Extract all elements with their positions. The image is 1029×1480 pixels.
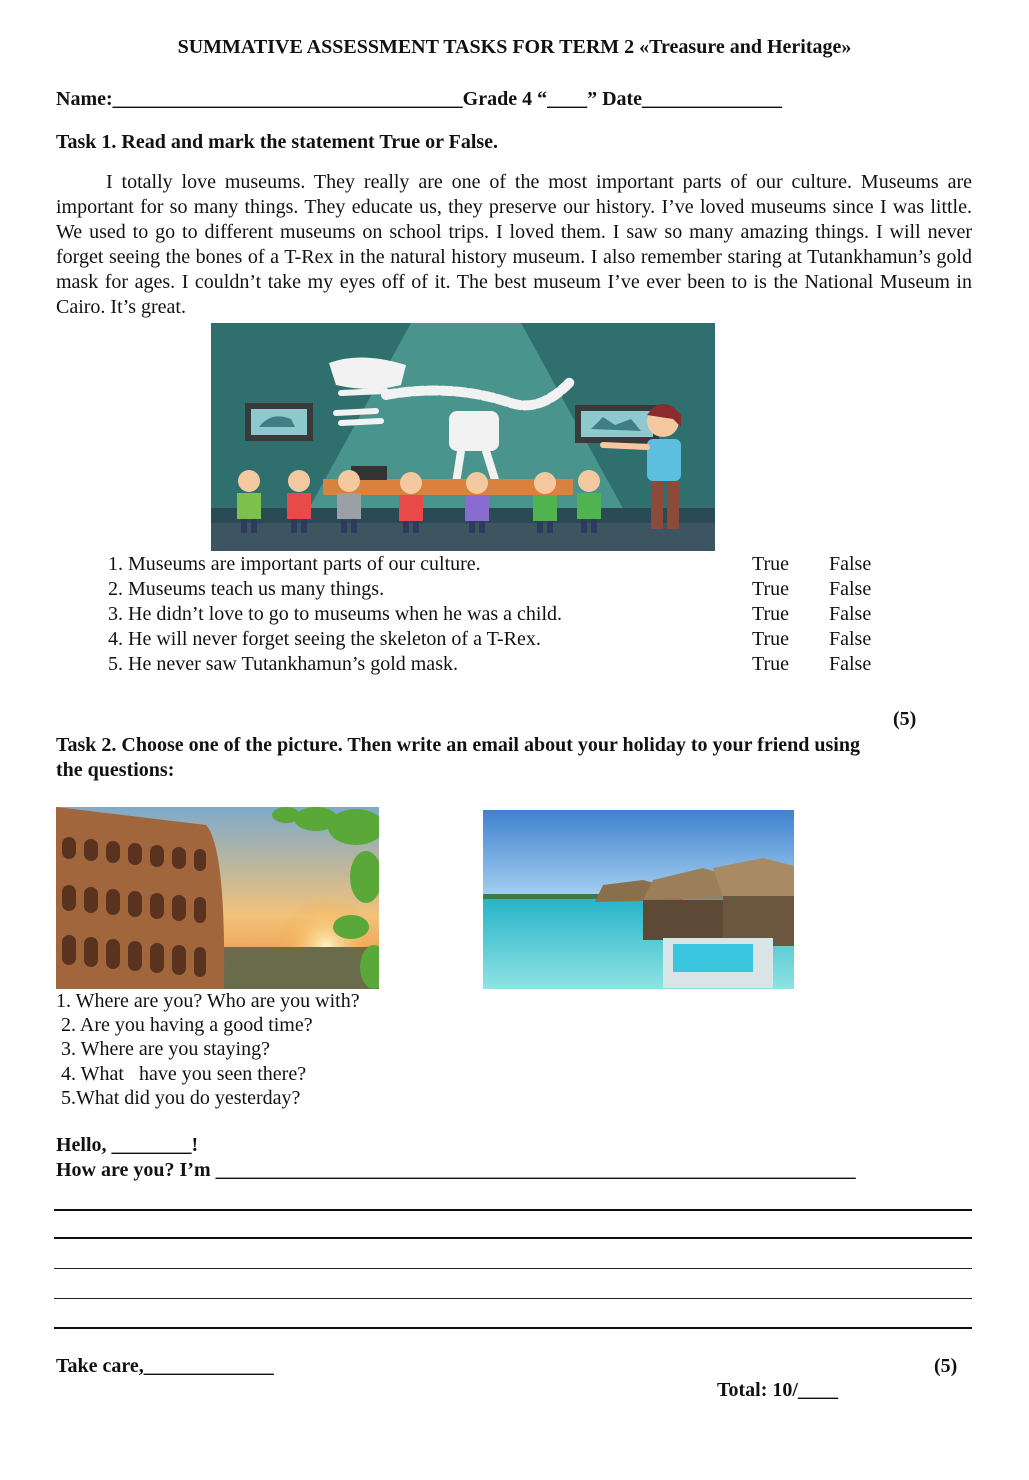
statement-5-false[interactable]: False — [829, 653, 872, 675]
beach-bungalows-picture[interactable] — [483, 810, 794, 989]
reading-passage: I totally love museums. They really are one of the most important parts of our culture. Museums are important for so many things. They educate us, they preserve our history. I’ve loved museums since I was little. We used to go to different museums on school trips. I loved them. I saw so many amazing things. I will never forget seeing the bones of a T-Rex in the natural history museum. I also remember staring at Tutankhamun’s gold mask for ages. I couldn’t take my eyes off of it. The best museum I’ve ever been to is the National Museum in Cairo. It’s great. — [56, 171, 972, 318]
statement-1: 1. Museums are important parts of our culture. — [108, 553, 481, 575]
statement-4-true[interactable]: True — [752, 628, 790, 650]
museum-illustration — [211, 323, 715, 551]
writing-line-4[interactable] — [54, 1298, 972, 1299]
writing-line-3[interactable] — [54, 1268, 972, 1269]
statement-3-false[interactable]: False — [829, 603, 872, 625]
statement-5: 5. He never saw Tutankhamun’s gold mask. — [108, 653, 458, 675]
statement-4-false[interactable]: False — [829, 628, 872, 650]
question-2: 2. Are you having a good time? — [61, 1014, 313, 1036]
task1-score: (5) — [893, 708, 917, 730]
statement-2-true[interactable]: True — [752, 578, 790, 600]
task2-score: (5) — [934, 1355, 958, 1377]
question-1: 1. Where are you? Who are you with? — [56, 990, 360, 1012]
statement-4: 4. He will never forget seeing the skeleton of a T-Rex. — [108, 628, 541, 650]
task2-heading-line2: the questions: — [56, 759, 175, 781]
statement-3: 3. He didn’t love to go to museums when he was a child. — [108, 603, 563, 625]
statement-1-false[interactable]: False — [829, 553, 872, 575]
email-closing[interactable]: Take care,_____________ — [56, 1355, 274, 1377]
statement-2: 2. Museums teach us many things. — [108, 578, 385, 600]
question-3: 3. Where are you staying? — [61, 1038, 270, 1060]
question-5: 5.What did you do yesterday? — [61, 1087, 301, 1109]
statement-3-true[interactable]: True — [752, 603, 790, 625]
statement-2-false[interactable]: False — [829, 578, 872, 600]
writing-line-5[interactable] — [54, 1327, 972, 1329]
email-greeting[interactable]: Hello, ________! — [56, 1134, 199, 1156]
total-score: Total: 10/____ — [717, 1379, 838, 1401]
page-title: SUMMATIVE ASSESSMENT TASKS FOR TERM 2 «Treasure and Heritage» — [177, 36, 852, 58]
colosseum-picture[interactable] — [56, 807, 379, 989]
writing-line-1[interactable] — [54, 1209, 972, 1211]
question-4: 4. What have you seen there? — [61, 1063, 307, 1085]
task2-heading-line1: Task 2. Choose one of the picture. Then write an email about your holiday to your friend using — [56, 734, 860, 756]
task1-heading: Task 1. Read and mark the statement True or False. — [56, 131, 499, 153]
student-info-line[interactable]: Name:___________________________________Grade 4 “____” Date______________ — [56, 88, 783, 110]
email-first-line[interactable]: How are you? I’m ________________________________________________________________ — [56, 1159, 856, 1181]
writing-line-2[interactable] — [54, 1237, 972, 1239]
task2-heading — [56, 733, 956, 783]
statement-1-true[interactable]: True — [752, 553, 790, 575]
statement-5-true[interactable]: True — [752, 653, 790, 675]
